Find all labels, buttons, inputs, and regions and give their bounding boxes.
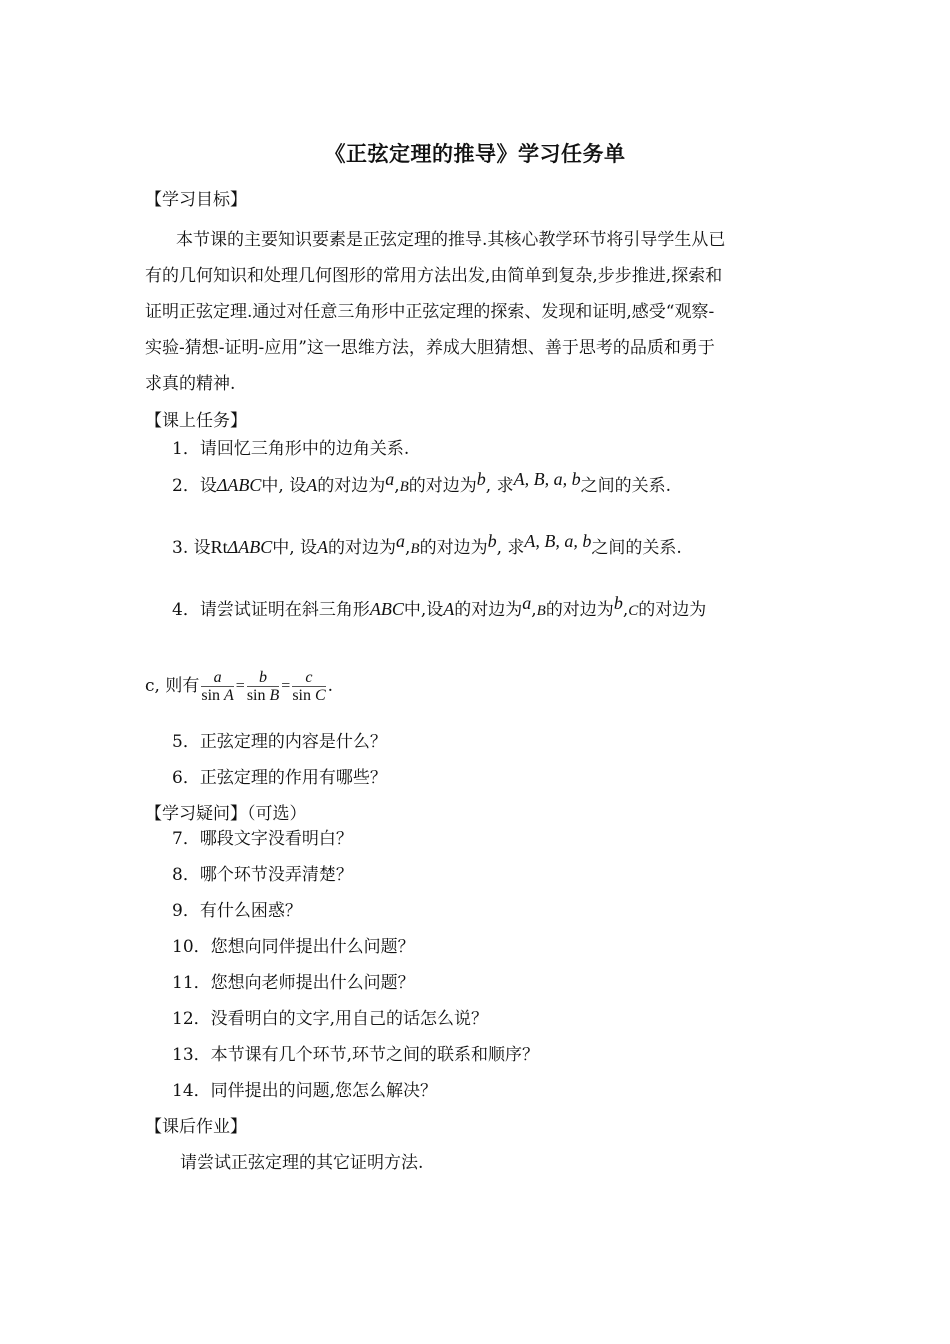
task2-text-4: , 求 <box>485 476 514 496</box>
question-item-14: 14．同伴提出的问题,您怎么解决？ <box>172 1081 438 1101</box>
task-item-3 <box>172 531 682 560</box>
document-title: 《正弦定理的推导》学习任务单 <box>324 142 626 166</box>
task3-var-A: A <box>317 537 329 557</box>
task4-var-b: b <box>613 593 623 613</box>
task2-comma: , <box>394 476 400 496</box>
fraction-3-var: C <box>314 686 326 704</box>
task3-var-b: b <box>487 531 497 551</box>
section-heading-questions: 【学习疑问】（可选） <box>145 804 307 824</box>
goals-line-5: 求真的精神. <box>145 374 236 394</box>
task4-text-2: 的对边为 <box>454 600 523 620</box>
task-item-2 <box>172 469 671 498</box>
task-item-6: 6．正弦定理的作用有哪些？ <box>172 768 387 788</box>
task2-var-b: b <box>476 469 486 489</box>
task2-text-2: 的对边为 <box>317 476 386 496</box>
fraction-2-var: B <box>269 686 280 704</box>
task2-prefix: 2．设 <box>172 476 217 496</box>
task4-var-A: A <box>443 599 455 619</box>
goals-line-4: 实验-猜想-证明-应用”这一思维方法，养成大胆猜想、善于思考的品质和勇于 <box>145 338 715 358</box>
fraction-2-denominator <box>247 687 279 705</box>
fraction-a-over-sinA <box>201 669 233 705</box>
task3-triangle: ΔABC <box>227 537 273 557</box>
task3-text-3: 的对边为 <box>419 538 488 558</box>
fraction-2-sin: sin <box>246 686 266 704</box>
question-item-12: 12．没看明白的文字,用自己的话怎么说？ <box>172 1009 489 1029</box>
task2-text-3: 的对边为 <box>408 476 477 496</box>
task2-triangle: ΔABC <box>216 475 262 495</box>
task3-text-1: 中, 设 <box>272 538 318 558</box>
section-heading-goals: 【学习目标】 <box>145 190 247 210</box>
task3-vars: A, B, a, b <box>524 531 592 551</box>
task4-text-1: 中,设 <box>403 600 444 620</box>
task-item-4-formula-line <box>145 666 333 707</box>
task2-vars: A, B, a, b <box>513 469 581 489</box>
task4-comma: , <box>531 600 537 620</box>
task3-text-4: , 求 <box>496 538 525 558</box>
section-heading-tasks: 【课上任务】 <box>145 411 247 431</box>
task2-var-A: A <box>306 475 318 495</box>
task4-line2-prefix: c, 则有 <box>145 676 200 696</box>
equals-sign-1: = <box>235 677 245 695</box>
fraction-c-over-sinC <box>292 669 325 705</box>
task4-prefix: 4．请尝试证明在斜三角形 <box>172 600 370 620</box>
fraction-1-denominator <box>201 687 233 705</box>
question-item-11: 11．您想向老师提出什么问题？ <box>172 973 415 993</box>
task3-prefix: 3. 设 <box>172 538 211 558</box>
question-item-10: 10．您想向同伴提出什么问题？ <box>172 937 415 957</box>
fraction-1-numerator: a <box>201 669 233 687</box>
task2-var-B: B <box>399 479 409 495</box>
task3-text-5: 之间的关系. <box>591 538 682 558</box>
homework-text: 请尝试正弦定理的其它证明方法. <box>180 1153 424 1173</box>
task3-var-B: B <box>410 541 420 557</box>
task-item-5: 5．正弦定理的内容是什么？ <box>172 732 387 752</box>
task3-comma: , <box>405 538 411 558</box>
equals-sign-2: = <box>281 677 291 695</box>
task3-var-a: a <box>396 531 406 551</box>
question-item-7: 7．哪段文字没看明白？ <box>172 829 353 849</box>
task-item-4 <box>172 593 707 622</box>
task-item-1: 1．请回忆三角形中的边角关系. <box>172 439 410 459</box>
section-heading-homework: 【课后作业】 <box>145 1117 247 1137</box>
fraction-3-denominator <box>292 687 325 705</box>
task4-triangle: ABC <box>369 599 404 619</box>
task2-text-5: 之间的关系. <box>580 476 671 496</box>
fraction-1-var: A <box>224 686 234 704</box>
question-item-8: 8．哪个环节没弄清楚？ <box>172 865 353 885</box>
task4-var-B: B <box>536 603 546 619</box>
task4-text-4: 的对边为 <box>638 600 707 620</box>
task4-var-C: C <box>628 603 639 619</box>
question-item-9: 9．有什么困惑？ <box>172 901 302 921</box>
fraction-2-numerator: b <box>247 669 279 687</box>
goals-line-1: 本节课的主要知识要素是正弦定理的推导.其核心教学环节将引导学生从已 <box>176 230 726 250</box>
task4-comma-2: , <box>622 600 629 620</box>
task2-text-1: 中, 设 <box>261 476 307 496</box>
task4-text-3: 的对边为 <box>545 600 614 620</box>
task2-var-a: a <box>385 469 395 489</box>
task3-text-2: 的对边为 <box>328 538 397 558</box>
fraction-3-sin: sin <box>292 686 311 704</box>
formula-end-period: . <box>327 676 334 696</box>
goals-line-2: 有的几何知识和处理几何图形的常用方法出发,由简单到复杂,步步推进,探索和 <box>145 266 723 286</box>
fraction-b-over-sinB <box>247 669 279 705</box>
fraction-3-numerator: c <box>292 669 325 687</box>
task4-var-a: a <box>522 593 532 613</box>
fraction-1-sin: sin <box>201 686 221 704</box>
goals-line-3: 证明正弦定理.通过对任意三角形中正弦定理的探索、发现和证明,感受“观察- <box>145 302 715 322</box>
question-item-13: 13．本节课有几个环节,环节之间的联系和顺序？ <box>172 1045 540 1065</box>
task3-rt: Rt <box>210 537 228 557</box>
